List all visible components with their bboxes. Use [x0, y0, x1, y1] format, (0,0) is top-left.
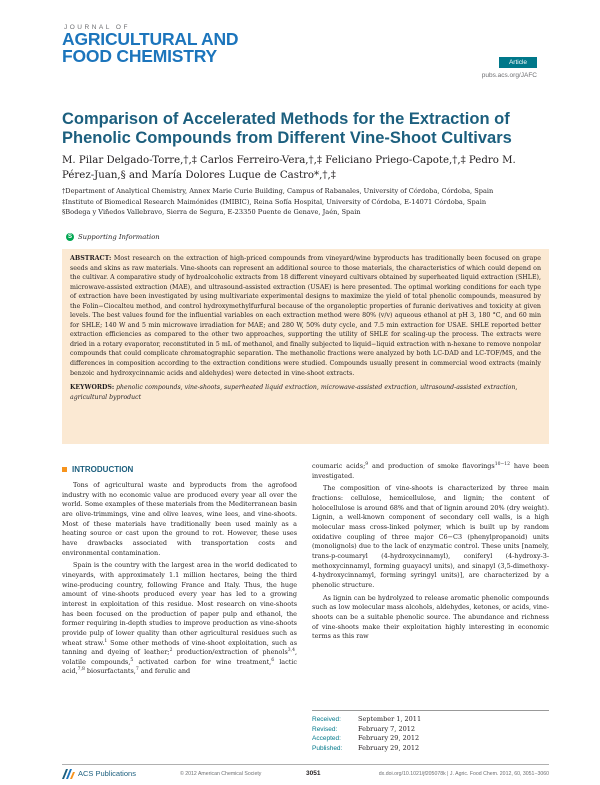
date-value: September 1, 2011 — [358, 715, 422, 723]
keywords-label: KEYWORDS: — [70, 384, 115, 392]
acs-logo-icon — [62, 769, 75, 779]
abstract-box — [62, 249, 549, 444]
date-label: Revised: — [312, 725, 338, 733]
date-label: Received: — [312, 716, 341, 723]
section-heading-introduction[interactable] — [62, 462, 297, 476]
text-run: have been investigated. — [312, 462, 549, 480]
article-history — [312, 710, 549, 753]
date-row — [312, 725, 549, 735]
citation-ref[interactable]: 5 — [130, 657, 134, 663]
affiliation-item: ‡Institute of Biomedical Research Maimónides (IMIBIC), Reina Sofía Hospital, University of Córdoba, E-14071 Córdoba, Spain — [62, 197, 487, 206]
page-number: 3051 — [306, 770, 321, 777]
affiliation-item: †Department of Analytical Chemistry, Annex Marie Curie Building, Campus of Rabanales, University of Córdoba, Córdoba, Spain — [62, 187, 494, 195]
intro-paragraph-1: Tons of agricultural waste and byproducts from the agrofood industry with no economic value are produced every year all over the world. Some examples of these materials from the Mediterranean basin are olive-trimmings, vine and olive leaves, wine lees, and vine-shoots. Most of these materials have traditionally been used mainly as a heating source or cast upon the ground to rot. However, these uses have drawbacks associated with transportation costs and environmental contamination. — [62, 481, 297, 557]
author-list: M. Pilar Delgado-Torre,†,‡ Carlos Ferreiro-Vera,†,‡ Feliciano Priego-Capote,†,‡ Pedro M. Pérez-Juan,§ and María Dolores Luque de Castro*,†,‡ — [62, 155, 516, 181]
article-type-badge: Article — [499, 57, 537, 68]
intro-paragraph-3: The composition of vine-shoots is characterized by three main fractions: cellulose, hemicellulose, and lignin; the content of holocellulose is around 68% and that of lignin around 20% (dry weight). Lignin, a well-known component of secondary cell walls, is a high molecular mass cross-linked polymer, which is built up by random oxidative coupling of three major C6−C3 (phenylpropanoid) units (monolignols) due to the lack of enzymatic control. These units [namely, trans-p-coumaryl (4-hydroxycinnamyl), coniferyl (4-hydroxy-3-methoxycinnamyl, forming guayacyl units), and sinapyl (3,5-dimethoxy-4-hydroxycinnamyl, forming syringyl units)], are characterized by a phenolic structure. — [312, 484, 549, 589]
citation-ref[interactable]: 2 — [169, 648, 173, 654]
text-run: Some other methods of vine-shoot exploitation, such as tanning and dyeing of leather; — [62, 638, 297, 657]
text-run: Spain is the country with the largest area in the world dedicated to vineyards, with approximately 1.1 million hectares, being the third wine-producing country, following France and Italy. Thus, the huge amount of vine-shoots produced every year has led to a growing interest in exploitation of this residue. Most research on vine-shoots has been focused on the production of paper pulp and ethanol, the former requiring in-depth studies to improve production as vine-shoots provide pulp of lower quality than other agricultural residues such as wheat straw. — [62, 561, 297, 647]
citation-ref[interactable]: 1 — [104, 638, 108, 644]
affiliation-item: §Bodega y Viñedos Vallebravo, Sierra de Segura, E-23350 Puente de Genave, Jaén, Spain — [62, 208, 361, 216]
date-value: February 7, 2012 — [358, 724, 415, 733]
text-run: and production of smoke flavorings — [368, 462, 495, 470]
date-row — [312, 734, 549, 744]
text-run: production/extraction of phenols — [172, 648, 288, 657]
intro-paragraph-2 — [62, 561, 297, 677]
text-run: , volatile compounds, — [62, 648, 297, 666]
publisher-name: ACS Publications — [78, 769, 136, 778]
date-row — [312, 715, 549, 725]
citation-ref[interactable]: 7,8 — [77, 667, 85, 673]
journal-url-link[interactable]: pubs.acs.org/JAFC — [481, 72, 537, 79]
citation-ref[interactable]: 3,4 — [287, 648, 295, 654]
section-bullet-icon — [62, 467, 67, 472]
page-footer — [62, 764, 549, 778]
citation-ref[interactable]: 6 — [271, 657, 275, 663]
body-column-right — [312, 462, 549, 642]
text-run: coumaric acids; — [312, 462, 366, 470]
text-run: activated carbon for wine treatment, — [133, 657, 272, 666]
date-value: February 29, 2012 — [358, 743, 420, 752]
section-heading-label: INTRODUCTION — [72, 464, 134, 474]
copyright-notice: © 2012 American Chemical Society — [180, 770, 262, 777]
citation-ref[interactable]: 9 — [365, 461, 369, 467]
body-column-left — [62, 462, 297, 677]
supporting-information-link[interactable] — [66, 233, 160, 241]
date-label: Published: — [312, 744, 343, 752]
doi-citation[interactable]: dx.doi.org/10.1021/jf205078k | J. Agric. Food Chem. 2012, 60, 3051−3060 — [378, 770, 549, 777]
keywords-text: phenolic compounds, vine-shoots, superheated liquid extraction, microwave-assisted extraction, ultrasound-assisted extraction, agricultural byproduct — [70, 384, 518, 401]
journal-small-label: JOURNAL OF — [64, 24, 130, 31]
intro-paragraph-2-continued — [312, 462, 549, 481]
date-row — [312, 744, 549, 754]
text-run: and ferulic and — [138, 667, 191, 676]
text-run: lactic acid, — [62, 657, 297, 676]
affiliations — [62, 186, 552, 218]
citation-ref[interactable]: 10−12 — [494, 461, 510, 467]
journal-title-line1: AGRICULTURAL AND — [62, 29, 239, 49]
citation-ref[interactable]: 7 — [135, 667, 139, 673]
abstract-text: Most research on the extraction of high-priced compounds from vineyard/wine byproducts has traditionally been focused on grape seeds and skins as raw materials. Vine-shoots can represent an additional source to those materials, the characteristics of which could depend on the cultivar. A comparative study of hydroalcoholic extracts from 18 different vineyard cultivars obtained by superheated liquid extraction (SHLE), microwave-assisted extraction (MAE), and ultrasound-assisted extraction (USAE) is here presented. The optimal working conditions for each type of extraction have been investigated by using multivariate experimental designs to maximize the yield of total phenolic compounds, measured by the Folin−Ciocalteu method, and control hydroxymethylfurfural because of the organoleptic properties of furanic derivatives and toxicity at given levels. The best values found for the influential variables on each extraction method were 80% (v/v) aqueous ethanol at pH 3, 180 °C, and 60 min for SHLE; 140 W and 5 min microwave irradiation for MAE; and 280 W, 50% duty cycle, and 7.5 min extraction for USAE. SHLE reported better extraction efficiencies as compared to the other two approaches, supporting the utility of SHLE for scaling-up the process. The extracts were dried in a rotary evaporator, reconstituted in 5 mL of methanol, and finally subjected to liquid−liquid extraction with n-hexane to remove nonpolar compounds that could complicate chromatographic separation. The methanolic fractions were analyzed by both LC-DAD and LC-TOF/MS, and the differences in composition according to the extraction conditions were studied. Compounds usually present in commercial wood extracts (mainly benzoic and hydroxycinnamic acids and aldehydes) were detected in vine-shoot extracts. — [70, 255, 541, 377]
supporting-info-label: Supporting Information — [78, 233, 160, 241]
text-run: biosurfactants, — [84, 667, 136, 676]
abstract — [70, 254, 541, 378]
keywords — [70, 383, 541, 402]
date-label: Accepted: — [312, 735, 341, 742]
journal-logo — [62, 24, 239, 66]
date-value: February 29, 2012 — [358, 734, 420, 742]
article-title: Comparison of Accelerated Methods for the Extraction of Phenolic Compounds from Different Vine-Shoot Cultivars — [62, 110, 512, 147]
acs-publications-logo[interactable] — [62, 769, 180, 779]
journal-title-line2: FOOD CHEMISTRY — [62, 46, 218, 66]
supporting-info-icon: S — [67, 234, 72, 240]
intro-paragraph-4: As lignin can be hydrolyzed to release aromatic phenolic compounds such as low molecular mass alcohols, aldehydes, ketones, or acids, vine-shoots can be a suitable phenolic source. The abundance and richness of vine-shoots make their exploitation highly interesting in economic terms as this raw — [312, 593, 549, 641]
abstract-label: ABSTRACT: — [70, 255, 112, 262]
